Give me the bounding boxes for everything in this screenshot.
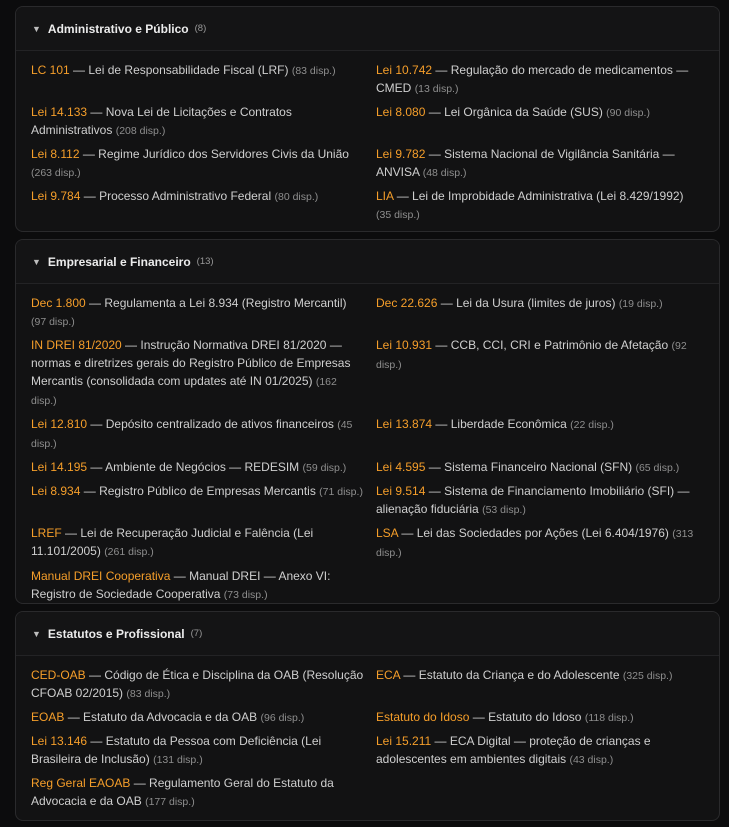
law-item bbox=[31, 145, 376, 182]
law-description: Regulação do mercado de medicamentos — CMED bbox=[376, 63, 689, 95]
separator: — bbox=[425, 460, 445, 474]
law-code-link[interactable]: LREF bbox=[31, 526, 62, 540]
law-description: Estatuto do Idoso bbox=[488, 710, 582, 724]
availability-count: (177 disp.) bbox=[145, 796, 195, 808]
section-count: (8) bbox=[194, 23, 207, 34]
separator: — bbox=[87, 460, 106, 474]
law-code-link[interactable]: Lei 9.514 bbox=[376, 484, 426, 498]
separator: — bbox=[425, 105, 445, 119]
separator: — bbox=[87, 417, 106, 431]
law-item bbox=[376, 458, 706, 477]
law-item bbox=[31, 294, 376, 331]
law-item bbox=[31, 567, 376, 604]
availability-count: (48 disp.) bbox=[422, 167, 467, 179]
law-code-link[interactable]: Reg Geral EAOAB bbox=[31, 776, 131, 790]
law-description: CCB, CCI, CRI e Patrimônio de Afetação bbox=[450, 338, 669, 352]
law-description: Registro Público de Empresas Mercantis bbox=[99, 484, 316, 498]
law-description: Ambiente de Negócios — REDESIM bbox=[105, 460, 300, 474]
law-description: Manual DREI — Anexo VI: Registro de Sociedade Cooperativa bbox=[31, 569, 331, 601]
law-code-link[interactable]: LIA bbox=[376, 189, 394, 203]
law-item bbox=[31, 524, 376, 562]
separator: — bbox=[432, 417, 451, 431]
availability-count: (43 disp.) bbox=[569, 754, 614, 766]
separator: — bbox=[61, 526, 81, 540]
law-list bbox=[16, 51, 719, 229]
separator: — bbox=[469, 710, 489, 724]
availability-count: (162 disp.) bbox=[31, 376, 337, 407]
law-item bbox=[31, 482, 376, 519]
law-item bbox=[376, 708, 706, 727]
availability-count: (13 disp.) bbox=[414, 83, 459, 95]
section-header[interactable] bbox=[16, 7, 719, 51]
law-description: Regulamento Geral do Estatuto da Advocacia e da OAB bbox=[31, 776, 334, 808]
availability-count: (263 disp.) bbox=[31, 167, 81, 179]
section-header[interactable] bbox=[16, 612, 719, 656]
availability-count: (83 disp.) bbox=[126, 688, 171, 700]
law-code-link[interactable]: Estatuto do Idoso bbox=[376, 710, 470, 724]
law-code-link[interactable]: Manual DREI Cooperativa bbox=[31, 569, 171, 583]
law-description: Instrução Normativa DREI 81/2020 — normas e diretrizes gerais do Registro Público de Empresas Mercantis (consolidada com updates até IN 01/2025) bbox=[31, 338, 351, 388]
section-administrativo-publico bbox=[15, 6, 720, 232]
separator: — bbox=[130, 776, 150, 790]
caret-down-icon: ▼ bbox=[32, 23, 41, 34]
law-item bbox=[376, 103, 706, 140]
law-description: Estatuto da Advocacia e da OAB bbox=[83, 710, 258, 724]
law-description: Sistema de Financiamento Imobiliário (SFI) — alienação fiduciária bbox=[376, 484, 690, 516]
availability-count: (73 disp.) bbox=[223, 589, 268, 601]
law-code-link[interactable]: Lei 13.874 bbox=[376, 417, 433, 431]
availability-count: (59 disp.) bbox=[302, 462, 347, 474]
section-title: Empresarial e Financeiro bbox=[47, 254, 191, 269]
law-description: Lei Orgânica da Saúde (SUS) bbox=[444, 105, 603, 119]
availability-count: (83 disp.) bbox=[291, 65, 336, 77]
section-empresarial-financeiro bbox=[15, 239, 720, 604]
law-code-link[interactable]: Lei 9.784 bbox=[31, 189, 81, 203]
separator: — bbox=[85, 668, 105, 682]
law-item bbox=[376, 61, 706, 98]
law-description: Estatuto da Pessoa com Deficiência (Lei Brasileira de Inclusão) bbox=[31, 734, 322, 766]
law-list bbox=[16, 656, 719, 816]
law-description: ECA Digital — proteção de crianças e adolescentes em ambientes digitais bbox=[376, 734, 651, 766]
availability-count: (65 disp.) bbox=[635, 462, 680, 474]
law-description: Lei da Usura (limites de juros) bbox=[456, 296, 616, 310]
law-description: Sistema Financeiro Nacional (SFN) bbox=[444, 460, 633, 474]
law-item bbox=[31, 61, 376, 98]
law-item bbox=[376, 415, 706, 453]
law-code-link[interactable]: Lei 9.782 bbox=[376, 147, 426, 161]
law-item bbox=[376, 732, 706, 769]
separator: — bbox=[425, 484, 445, 498]
law-code-link[interactable]: ECA bbox=[376, 668, 401, 682]
law-code-link[interactable]: Lei 8.080 bbox=[376, 105, 426, 119]
law-item bbox=[376, 336, 706, 410]
law-item bbox=[376, 145, 706, 182]
law-description: Regulamenta a Lei 8.934 (Registro Mercantil) bbox=[104, 296, 347, 310]
law-item bbox=[31, 732, 376, 769]
law-code-link[interactable]: Lei 8.112 bbox=[31, 147, 80, 161]
availability-count: (261 disp.) bbox=[104, 546, 154, 558]
availability-count: (19 disp.) bbox=[618, 298, 663, 310]
separator: — bbox=[393, 189, 413, 203]
separator: — bbox=[80, 189, 100, 203]
law-code-link[interactable]: Lei 10.742 bbox=[376, 63, 433, 77]
availability-count: (96 disp.) bbox=[260, 712, 305, 724]
separator: — bbox=[432, 63, 451, 77]
separator: — bbox=[121, 338, 141, 352]
law-item bbox=[31, 708, 376, 727]
law-item bbox=[31, 103, 376, 140]
law-code-link[interactable]: CED-OAB bbox=[31, 668, 86, 682]
law-code-link[interactable]: Lei 15.211 bbox=[376, 734, 432, 748]
law-code-link[interactable]: LC 101 bbox=[31, 63, 70, 77]
section-count: (13) bbox=[196, 256, 214, 267]
law-code-link[interactable]: LSA bbox=[376, 526, 399, 540]
availability-count: (71 disp.) bbox=[319, 486, 363, 498]
law-item bbox=[376, 187, 706, 224]
law-description: Regime Jurídico dos Servidores Civis da União bbox=[98, 147, 349, 161]
availability-count: (97 disp.) bbox=[31, 316, 75, 328]
separator: — bbox=[64, 710, 84, 724]
separator: — bbox=[425, 147, 445, 161]
availability-count: (90 disp.) bbox=[606, 107, 650, 119]
law-item bbox=[31, 336, 376, 410]
availability-count: (53 disp.) bbox=[482, 504, 526, 516]
law-description: Processo Administrativo Federal bbox=[99, 189, 272, 203]
section-title: Administrativo e Público bbox=[47, 21, 189, 36]
separator: — bbox=[80, 484, 100, 498]
law-code-link[interactable]: Lei 12.810 bbox=[31, 417, 88, 431]
law-description: Estatuto da Criança e do Adolescente bbox=[418, 668, 620, 682]
separator: — bbox=[79, 147, 99, 161]
law-item bbox=[376, 482, 706, 519]
law-code-link[interactable]: Lei 8.934 bbox=[31, 484, 81, 498]
law-code-link[interactable]: EOAB bbox=[31, 710, 65, 724]
caret-down-icon: ▼ bbox=[32, 256, 41, 267]
law-code-link[interactable]: Lei 4.595 bbox=[376, 460, 426, 474]
law-description: Lei de Responsabilidade Fiscal (LRF) bbox=[88, 63, 289, 77]
availability-count: (325 disp.) bbox=[622, 670, 673, 682]
availability-count: (118 disp.) bbox=[584, 712, 634, 724]
law-item bbox=[376, 666, 706, 703]
availability-count: (45 disp.) bbox=[31, 419, 353, 450]
section-count: (7) bbox=[190, 628, 203, 639]
law-item bbox=[31, 415, 376, 453]
law-code-link[interactable]: IN DREI 81/2020 bbox=[31, 338, 122, 352]
law-list bbox=[16, 284, 719, 604]
availability-count: (22 disp.) bbox=[570, 419, 614, 431]
separator: — bbox=[432, 338, 451, 352]
law-item bbox=[31, 666, 376, 703]
law-code-link[interactable]: Lei 13.146 bbox=[31, 734, 88, 748]
law-item bbox=[376, 294, 706, 331]
law-description: Lei das Sociedades por Ações (Lei 6.404/1976) bbox=[416, 526, 669, 540]
availability-count: (208 disp.) bbox=[115, 125, 166, 137]
law-code-link[interactable]: Lei 10.931 bbox=[376, 338, 433, 352]
law-code-link[interactable]: Dec 22.626 bbox=[376, 296, 438, 310]
law-description: Lei de Recuperação Judicial e Falência (Lei 11.101/2005) bbox=[31, 526, 314, 558]
separator: — bbox=[170, 569, 190, 583]
separator: — bbox=[398, 526, 417, 540]
availability-count: (131 disp.) bbox=[153, 754, 203, 766]
separator: — bbox=[437, 296, 457, 310]
law-description: Nova Lei de Licitações e Contratos Administrativos bbox=[31, 105, 292, 137]
separator: — bbox=[400, 668, 419, 682]
law-description: Depósito centralizado de ativos financeiros bbox=[105, 417, 334, 431]
law-item bbox=[376, 524, 706, 562]
availability-count: (35 disp.) bbox=[376, 209, 420, 221]
availability-count: (80 disp.) bbox=[274, 191, 319, 203]
law-description: Lei de Improbidade Administrativa (Lei 8.429/1992) bbox=[412, 189, 684, 203]
law-item bbox=[31, 774, 376, 811]
law-code-link[interactable]: Lei 14.195 bbox=[31, 460, 88, 474]
section-estatutos-profissional bbox=[15, 611, 720, 821]
law-item bbox=[31, 187, 376, 224]
section-header[interactable] bbox=[16, 240, 719, 284]
availability-count: (313 disp.) bbox=[376, 528, 694, 559]
law-code-link[interactable]: Lei 14.133 bbox=[31, 105, 88, 119]
separator: — bbox=[69, 63, 89, 77]
law-description: Código de Ética e Disciplina da OAB (Resolução CFOAB 02/2015) bbox=[31, 668, 364, 700]
separator: — bbox=[87, 734, 106, 748]
law-code-link[interactable]: Dec 1.800 bbox=[31, 296, 86, 310]
caret-down-icon: ▼ bbox=[32, 628, 41, 639]
separator: — bbox=[85, 296, 105, 310]
section-title: Estatutos e Profissional bbox=[47, 626, 185, 641]
separator: — bbox=[431, 734, 450, 748]
law-item bbox=[31, 458, 376, 477]
law-description: Sistema Nacional de Vigilância Sanitária — ANVISA bbox=[376, 147, 675, 179]
separator: — bbox=[87, 105, 106, 119]
availability-count: (92 disp.) bbox=[376, 340, 687, 371]
law-description: Liberdade Econômica bbox=[450, 417, 567, 431]
